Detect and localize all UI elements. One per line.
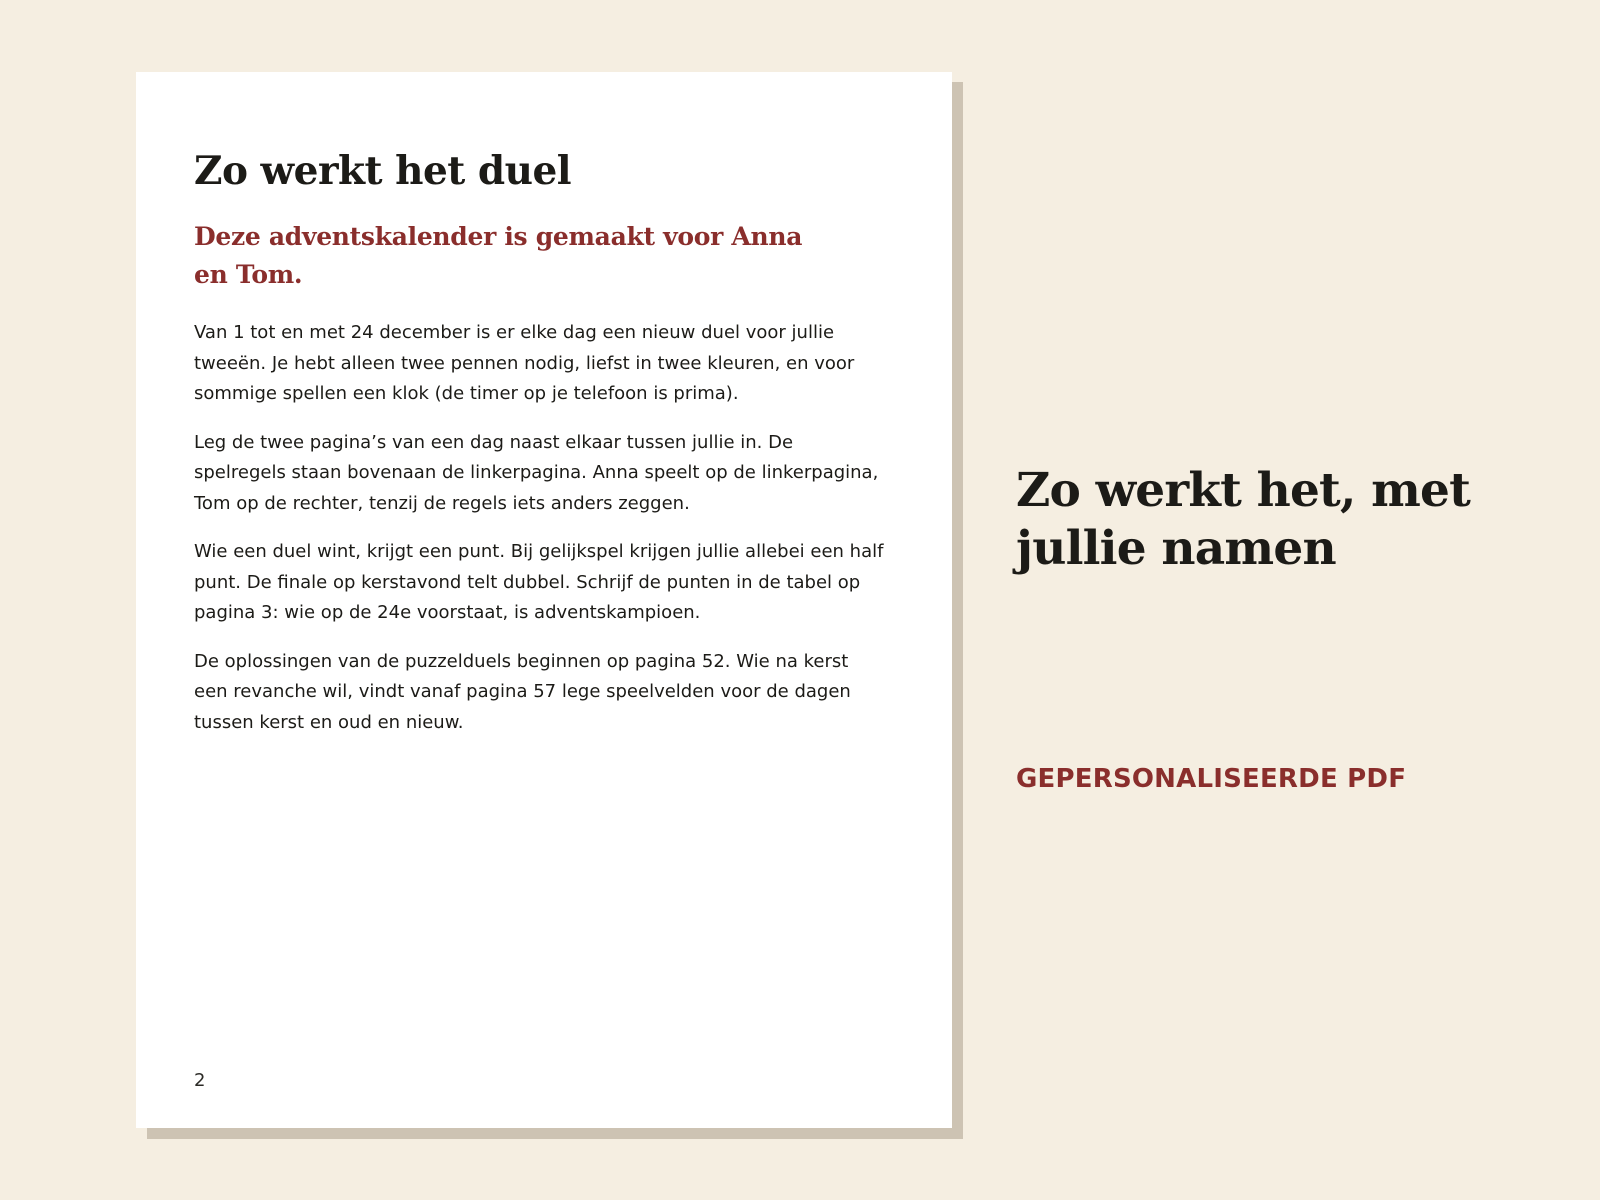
page-title: Zo werkt het duel — [194, 148, 572, 194]
page-number: 2 — [194, 1070, 206, 1091]
page-subtitle: Deze adventskalender is gemaakt voor Anna en Tom. — [194, 222, 803, 289]
body-paragraph: Leg de twee pagina’s van een dag naast elkaar tussen jullie in. De spelregels staan bovenaan de linkerpagina. Anna speelt op de linkerpagina, Tom op de rechter, tenzij de regels iets anders zeggen. — [194, 431, 879, 514]
body-paragraph: Wie een duel wint, krijgt een punt. Bij gelijkspel krijgen jullie allebei een half punt. De finale op kerstavond telt dubbel. Schrijf de punten in de tabel op pagina 3: wie op de 24e voorstaat, is adventskampioen. — [194, 541, 884, 623]
side-heading: Zo werkt het, met jullie namen — [1016, 463, 1471, 576]
document-page — [136, 72, 952, 1128]
body-paragraph: Van 1 tot en met 24 december is er elke dag een nieuw duel voor jullie tweeën. Je hebt alleen twee pennen nodig, liefst in twee kleuren, en voor sommige spellen een klok (de timer op je telefoon is prima). — [194, 322, 855, 404]
side-label: GEPERSONALISEERDE PDF — [1016, 764, 1407, 794]
body-paragraph: De oplossingen van de puzzelduels beginnen op pagina 52. Wie na kerst een revanche wil, vindt vanaf pagina 57 lege speelvelden voor de dagen tussen kerst en oud en nieuw. — [194, 650, 851, 733]
page-body — [194, 318, 894, 738]
